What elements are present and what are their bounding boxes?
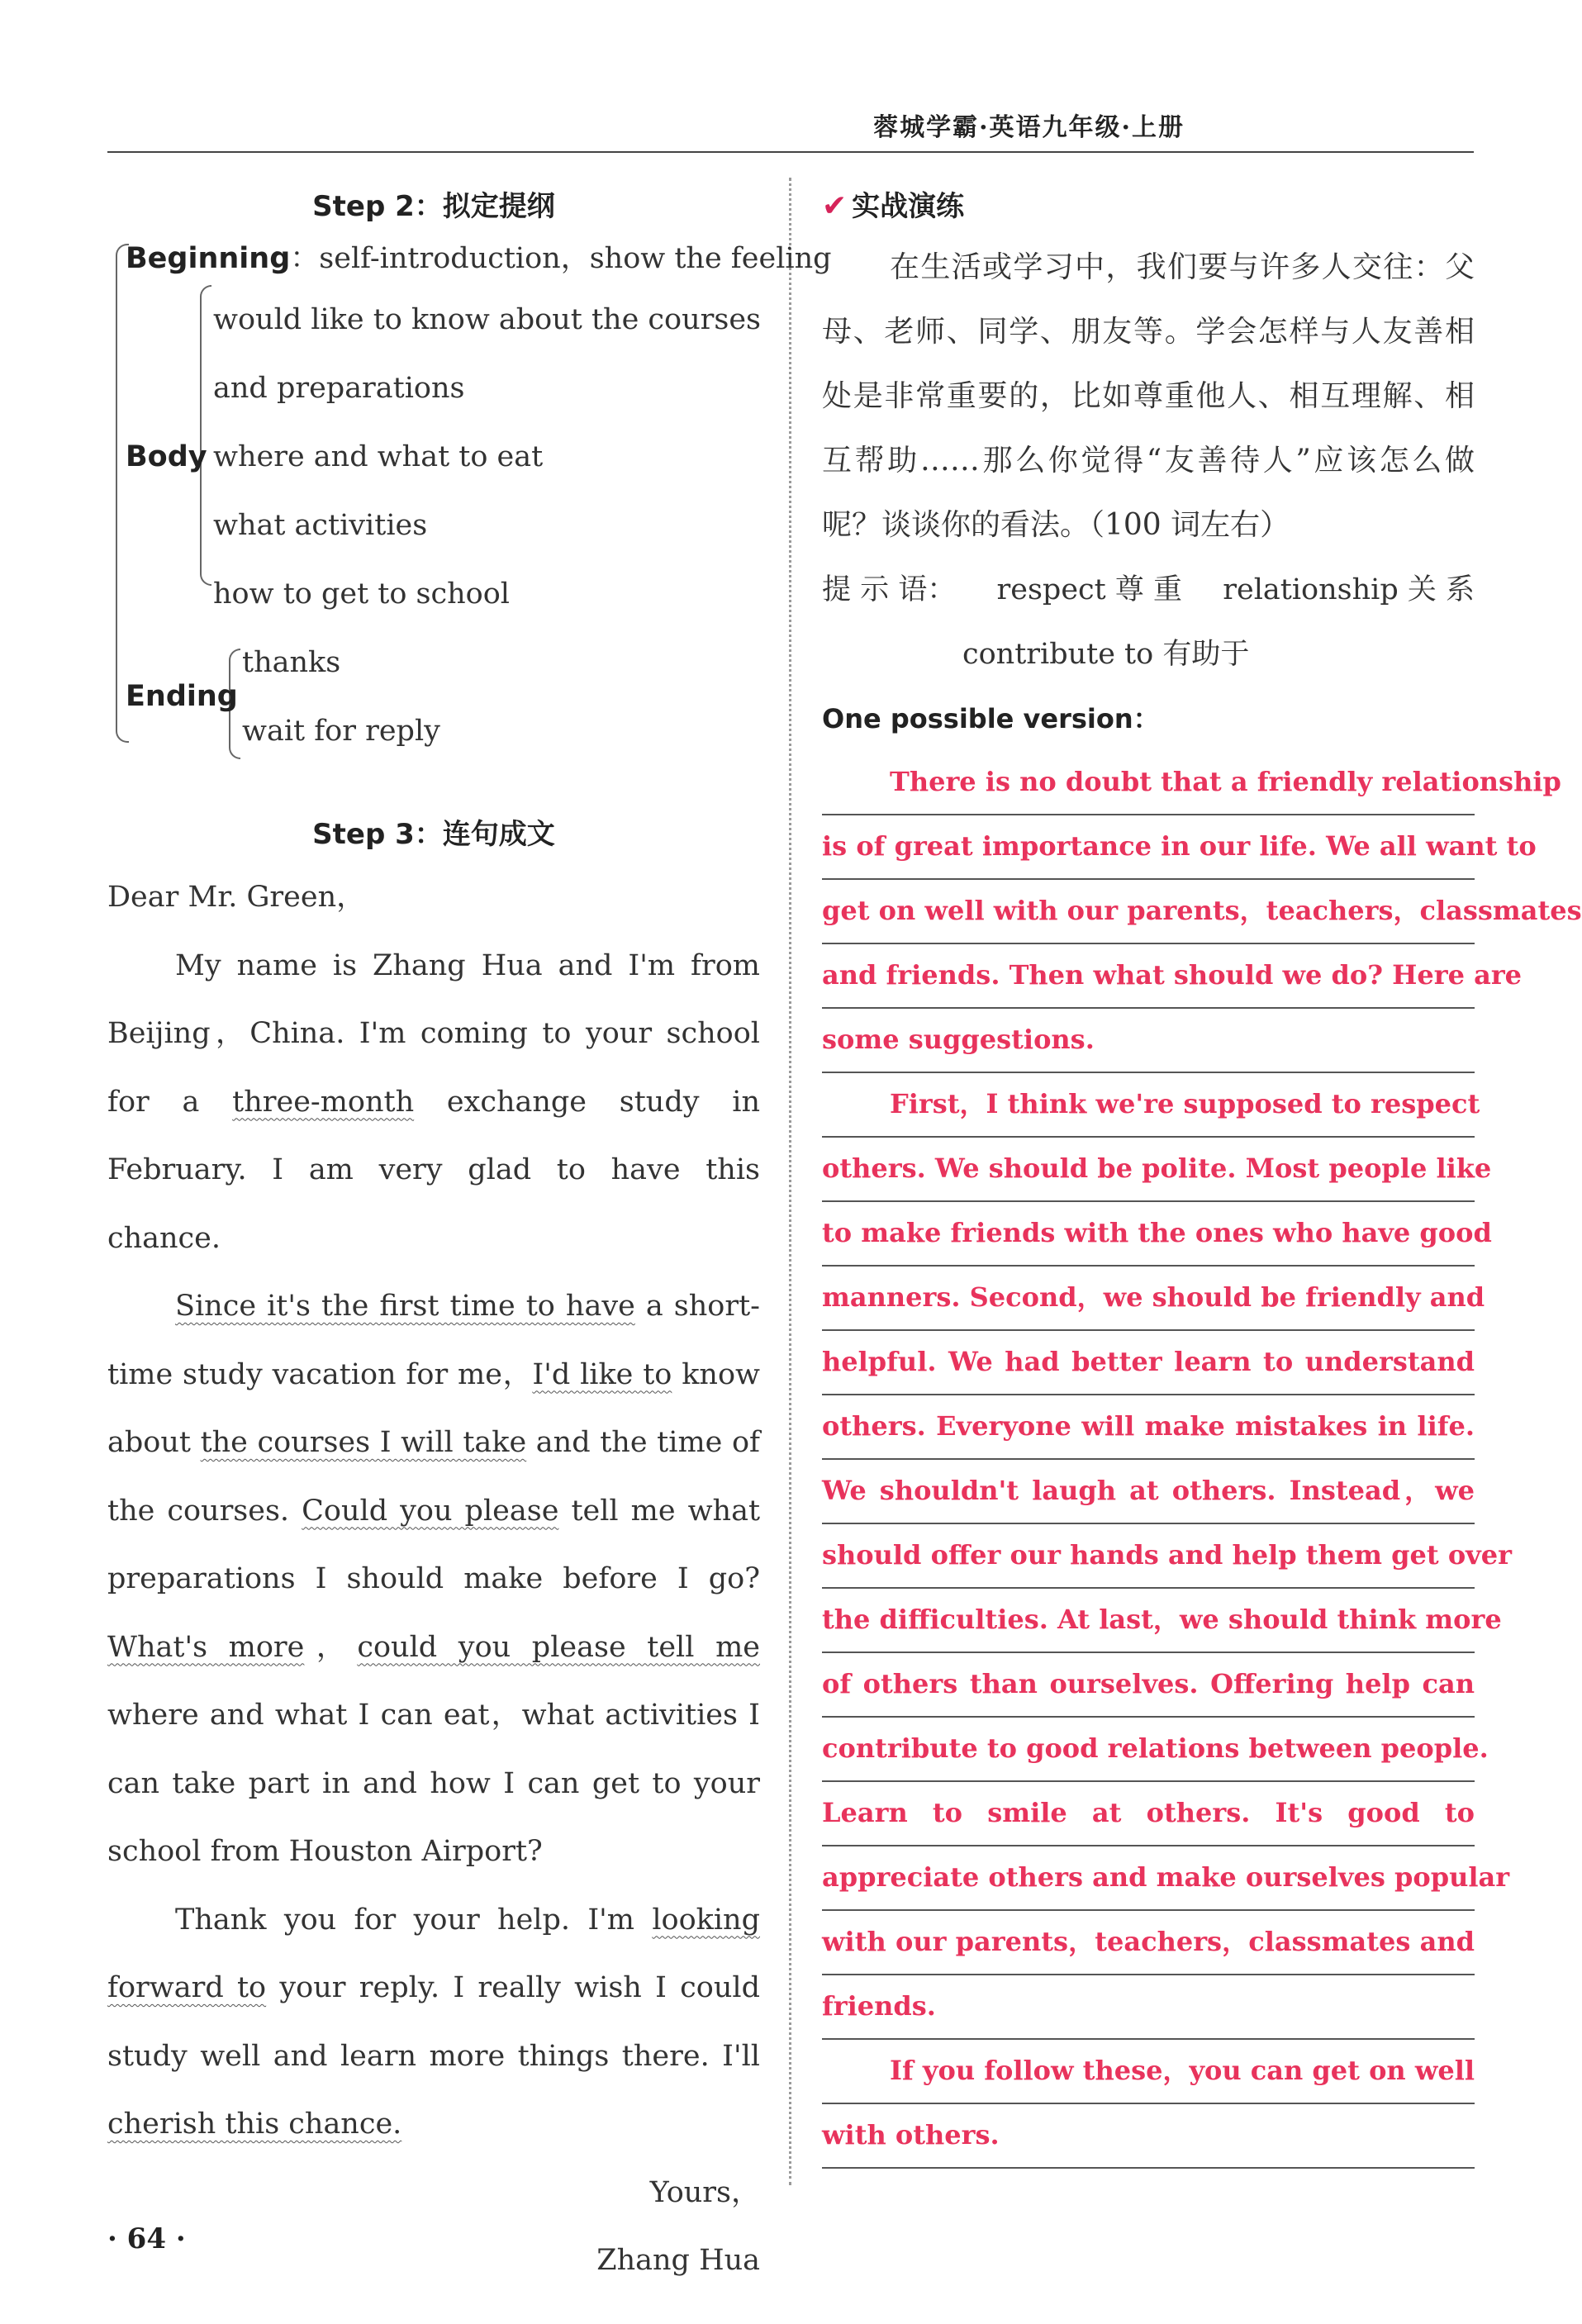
hint-word: relationship 关 系 [1223, 573, 1475, 606]
step3-title: Step 3：连句成文 [312, 818, 555, 851]
answer-line: get on well with our parents，teachers，classmates [822, 880, 1475, 944]
hint-word: respect 尊 重 [996, 573, 1182, 606]
highlight-phrase: the courses I will take [200, 1426, 527, 1459]
outline [107, 235, 832, 806]
letter-closing: Yours， [649, 2175, 760, 2209]
text: Thank you for your help. I'm [175, 1903, 653, 1937]
body-item: would like to know about the courses [213, 303, 762, 336]
highlight-phrase: What's more [107, 1630, 305, 1664]
body-item: what activities [213, 509, 428, 542]
highlight-phrase: I'd like to [532, 1357, 672, 1391]
answer-line: friends. [822, 1975, 1475, 2040]
text: a short-time study vacation for me， [107, 1290, 760, 1391]
column-divider [789, 178, 791, 2185]
highlight-phrase: Since it's the first time to have [175, 1290, 635, 1323]
highlight-phrase: looking forward to [107, 1903, 760, 2004]
highlight-phrase: Could you please [302, 1494, 559, 1528]
outline-beginning [126, 235, 832, 277]
hint-label: 提 示 语： [822, 573, 957, 606]
text: know about [107, 1357, 761, 1459]
text: My name is Zhang Hua and I'm from Beijing，China. I'm coming to your school for a [107, 948, 760, 1119]
text: ， [304, 1630, 358, 1664]
ending-item: wait for reply [242, 715, 440, 748]
answer-line: manners. Second，we should be friendly and [822, 1267, 1475, 1331]
letter-signature: Zhang Hua [596, 2244, 760, 2277]
answer-line: helpful. We had better learn to understand [822, 1331, 1475, 1395]
answer-line: others. We should be polite. Most people like [822, 1138, 1475, 1202]
practice-section-title [822, 178, 1475, 235]
letter-paragraph-3 [107, 1886, 760, 2159]
body-item: and preparations [213, 372, 465, 405]
body-item: where and what to eat [213, 440, 544, 473]
answer-line: of others than ourselves. Offering help can [822, 1653, 1475, 1718]
highlight-phrase: three-month [232, 1085, 415, 1119]
check-icon: ✔ [822, 189, 848, 223]
hint-word: contribute to 有助于 [962, 638, 1250, 671]
left-column [107, 178, 832, 2295]
answer-line: There is no doubt that a friendly relationship [822, 751, 1475, 815]
step2-title: Step 2：拟定提纲 [312, 190, 555, 223]
text: your reply. I really wish I could study well and learn more things there. I'll [107, 1971, 760, 2073]
answer-line: First，I think we're supposed to respect [822, 1073, 1475, 1138]
body-label: Body [126, 440, 207, 473]
letter-paragraph-1 [107, 932, 760, 1273]
answer-line: to make friends with the ones who have good [822, 1202, 1475, 1267]
letter-paragraph-2 [107, 1272, 760, 1886]
page-header: 蓉城学霸·英语九年级·上册 [107, 103, 1474, 153]
text: exchange study in February. I am very glad to have this chance. [107, 1085, 761, 1255]
beginning-label: Beginning [126, 242, 291, 275]
answer-line: contribute to good relations between people. [822, 1718, 1475, 1782]
answer-line: some suggestions. [822, 1009, 1475, 1073]
task-prompt [822, 235, 1475, 558]
highlight-phrase: could you please tell me [357, 1630, 760, 1664]
page-number: · 64 · [107, 2222, 186, 2255]
text: and the time of the courses. [107, 1426, 760, 1528]
model-answer [822, 751, 1582, 2169]
task-text: 在生活或学习中，我们要与许多人交往：父母、老师、同学、朋友等。学会怎样与人友善相处是非常重要的，比如尊重他人、相互理解、相互帮助……那么你觉得“友善待人”应该怎么做呢？谈谈你的看法。（100 词左右） [822, 250, 1475, 542]
answer-line: Learn to smile at others. It's good to [822, 1782, 1475, 1846]
answer-line: is of great importance in our life. We all want to [822, 815, 1475, 880]
letter-greeting: Dear Mr. Green， [107, 881, 366, 914]
text: tell me what preparations I should make before I go? [107, 1494, 761, 1595]
hint-row [822, 558, 1475, 622]
body-brace [200, 285, 211, 586]
answer-line: We shouldn't laugh at others. Instead，we [822, 1460, 1475, 1524]
answer-line: with others. [822, 2104, 1475, 2169]
right-column [822, 178, 1582, 2169]
section-title-text: 实战演练 [852, 190, 965, 223]
answer-line: should offer our hands and help them get over [822, 1524, 1475, 1589]
answer-line: the difficulties. At last，we should think more [822, 1589, 1475, 1653]
answer-line: with our parents，teachers，classmates and [822, 1911, 1475, 1975]
sample-letter [107, 863, 760, 2295]
answer-line: If you follow these，you can get on well [822, 2040, 1475, 2104]
hint-block [822, 558, 1475, 687]
body-item: how to get to school [213, 577, 510, 611]
beginning-text: ：self-introduction，show the feeling [290, 242, 832, 275]
text: where and what I can eat，what activities I can take part in and how I can get to your school from Houston Airport? [107, 1699, 760, 1868]
answer-line: appreciate others and make ourselves popular [822, 1846, 1475, 1911]
version-label: One possible version： [822, 703, 1160, 734]
answer-line: and friends. Then what should we do? Here are [822, 944, 1475, 1009]
highlight-phrase: cherish this chance. [107, 2108, 402, 2141]
ending-item: thanks [242, 646, 341, 679]
outer-brace [116, 244, 129, 743]
answer-line: others. Everyone will make mistakes in life. [822, 1395, 1475, 1460]
ending-label: Ending [126, 680, 238, 713]
